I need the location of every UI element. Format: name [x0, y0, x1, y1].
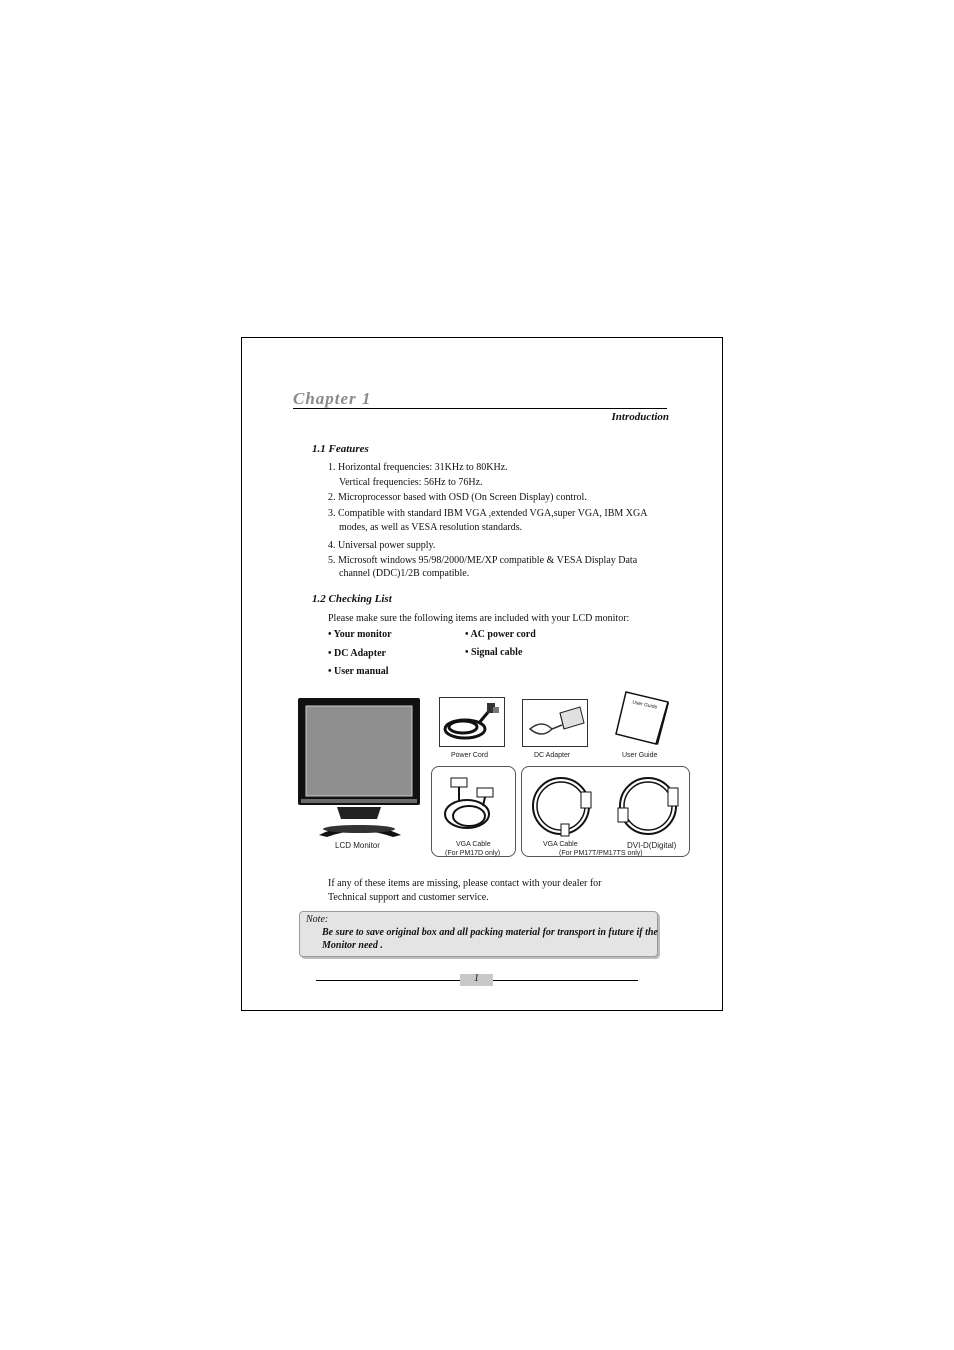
closing-line-2: Technical support and customer service.: [328, 892, 489, 903]
feature-item-4: 4. Universal power supply.: [328, 540, 436, 551]
chapter-rule: [293, 408, 667, 409]
caption-user-guide: User Guide: [622, 752, 658, 759]
feature-item-5b: channel (DDC)1/2B compatible.: [339, 568, 470, 579]
footer-rule-right: [493, 980, 638, 981]
caption-vga-cable-1-note: (For PM17D only): [445, 850, 501, 857]
check-item-user-manual: • User manual: [328, 666, 389, 677]
closing-line-1: If any of these items are missing, please contact with your dealer for: [328, 878, 602, 889]
page-number: 1: [474, 973, 479, 984]
section-title: Introduction: [611, 411, 669, 423]
check-item-power-cord: • AC power cord: [465, 629, 536, 640]
dc-adapter-illustration: [522, 699, 588, 747]
checking-intro: Please make sure the following items are included with your LCD monitor:: [328, 613, 630, 624]
check-item-dc-adapter: • DC Adapter: [328, 648, 386, 659]
features-heading: 1.1 Features: [312, 443, 369, 455]
caption-power-cord: Power Cord: [451, 752, 488, 759]
feature-item-3: 3. Compatible with standard IBM VGA ,extended VGA,super VGA, IBM XGA: [328, 508, 648, 519]
note-title: Note:: [306, 914, 329, 925]
feature-item-1b: Vertical frequencies: 56Hz to 76Hz.: [339, 477, 483, 488]
dvi-cable-illustration: [614, 772, 688, 838]
caption-dvi-cable: DVI-D(Digital): [627, 841, 677, 850]
vga-cable-2-illustration: [527, 772, 603, 838]
feature-item-2: 2. Microprocessor based with OSD (On Screen Display) control.: [328, 492, 587, 503]
feature-item-3b: modes, as well as VESA resolution standards.: [339, 522, 523, 533]
note-body: Be sure to save original box and all packing material for transport in future if the Monitor need .: [322, 927, 658, 951]
feature-item-5: 5. Microsoft windows 95/98/2000/ME/XP compatible & VESA Display Data: [328, 555, 638, 566]
user-guide-cover-text: User Guide: [631, 699, 658, 711]
vga-cable-illustration: [437, 772, 509, 840]
caption-lcd-monitor: LCD Monitor: [335, 841, 380, 850]
user-guide-illustration: [614, 690, 670, 746]
page-frame: [241, 337, 723, 1011]
check-item-signal-cable: • Signal cable: [465, 647, 523, 658]
check-item-monitor: • Your monitor: [328, 629, 392, 640]
power-cord-illustration: [439, 697, 505, 747]
footer-rule-left: [316, 980, 460, 981]
chapter-title: Chapter 1: [293, 389, 372, 408]
caption-dc-adapter: DC Adapter: [534, 752, 571, 759]
checking-heading: 1.2 Checking List: [312, 593, 392, 605]
lcd-monitor-illustration: [297, 697, 421, 839]
feature-item-1: 1. Horizontal frequencies: 31KHz to 80KHz.: [328, 462, 508, 473]
caption-vga-cable-1: VGA Cable: [456, 841, 491, 848]
caption-vga-cable-2: VGA Cable: [543, 841, 578, 848]
caption-cables-note: (For PM17T/PM17TS only): [559, 850, 643, 857]
